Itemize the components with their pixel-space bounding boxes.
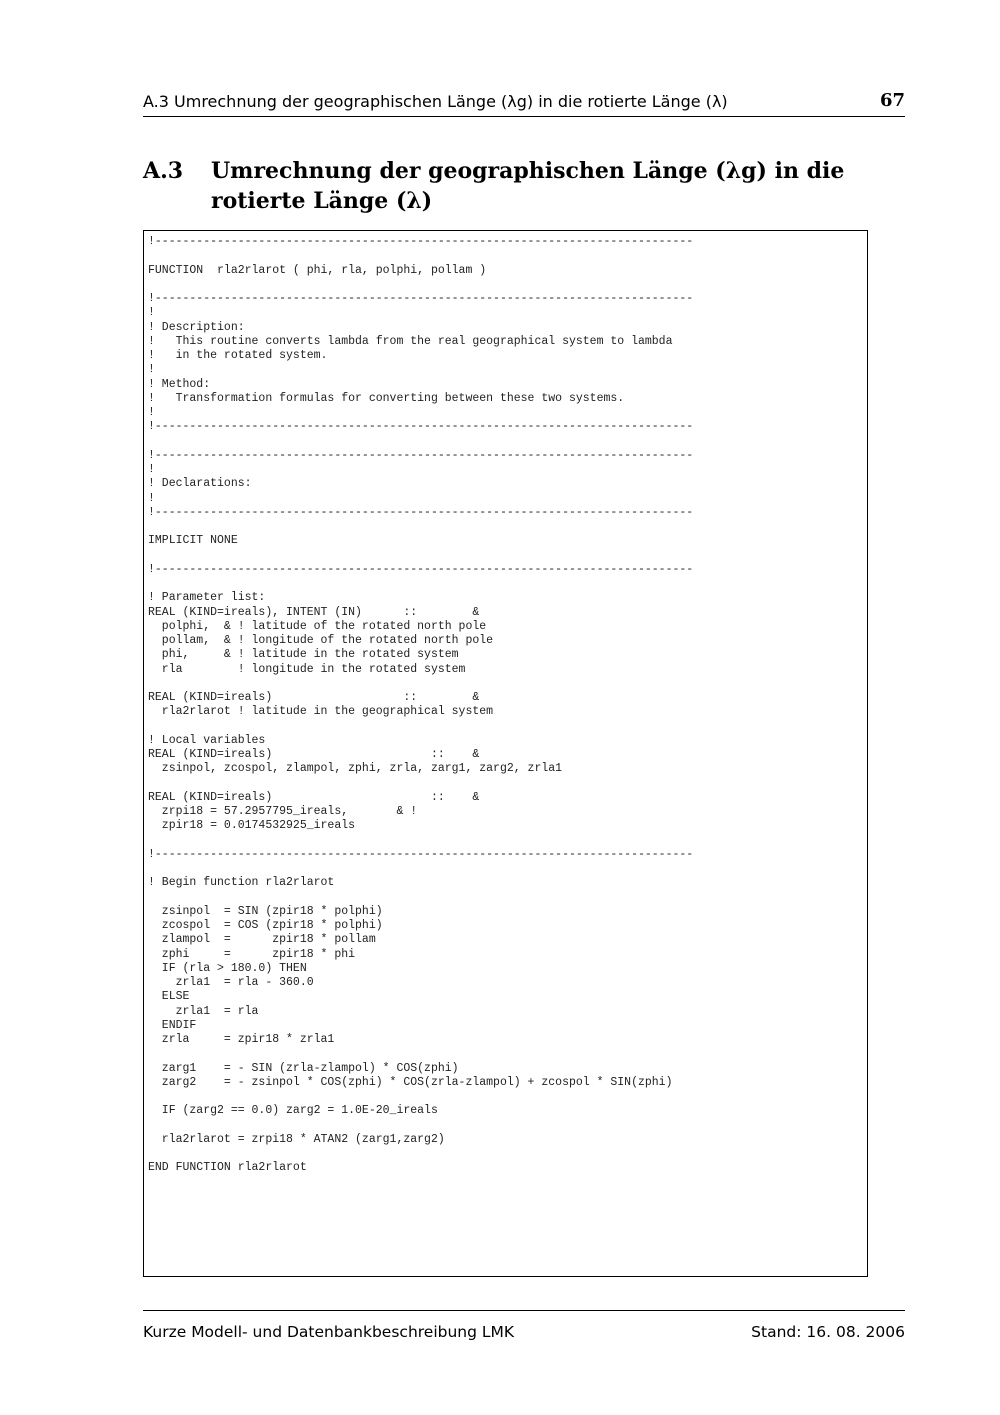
running-header xyxy=(143,90,905,117)
code-listing-box xyxy=(143,230,868,1277)
section-title: Umrechnung der geographischen Länge (λg) in die rotierte Länge (λ) xyxy=(211,158,845,214)
page-number: 67 xyxy=(879,90,905,111)
footer-document-title: Kurze Modell- und Datenbankbeschreibung LMK xyxy=(143,1323,515,1341)
footer-date: Stand: 16. 08. 2006 xyxy=(751,1323,905,1341)
running-title: A.3 Umrechnung der geographischen Länge (λg) in die rotierte Länge (λ) xyxy=(143,92,728,111)
page-footer xyxy=(143,1310,905,1347)
code-listing: !------------------------------------------------------------------------------ FUNCTION rla2rlarot ( phi, rla, polphi, pollam ) !------------------------------------------------------------------------------ ! ! Description: ! This routine converts lambda from the real geographical system to lambda ! in the rotated system. ! ! Method: ! Transformation formulas for converting between these two systems. ! !------------------------------------------------------------------------------ !------------------------------------------------------------------------------ ! ! Declarations: ! !------------------------------------------------------------------------------ IMPLICIT NONE !------------------------------------------------------------------------------ ! Parameter list: REAL (KIND=ireals), INTENT (IN) :: & polphi, & ! latitude of the rotated north pole pollam, & ! longitude of the rotated north pole phi, & ! latitude in the rotated system rla ! longitude in the rotated system REAL (KIND=ireals) :: & rla2rlarot ! latitude in the geographical system ! Local variables REAL (KIND=ireals) :: & zsinpol, zcospol, zlampol, zphi, zrla, zarg1, zarg2, zrla1 REAL (KIND=ireals) :: & zrpi18 = 57.2957795_ireals, & ! zpir18 = 0.0174532925_ireals !------------------------------------------------------------------------------ ! Begin function rla2rlarot zsinpol = SIN (zpir18 * polphi) zcospol = COS (zpir18 * polphi) zlampol = zpir18 * pollam zphi = zpir18 * phi IF (rla > 180.0) THEN zrla1 = rla - 360.0 ELSE zrla1 = rla ENDIF zrla = zpir18 * zrla1 zarg1 = - SIN (zrla-zlampol) * COS(zphi) zarg2 = - zsinpol * COS(zphi) * COS(zrla-zlampol) + zcospol * SIN(zphi) IF (zarg2 == 0.0) zarg2 = 1.0E-20_ireals rla2rlarot = zrpi18 * ATAN2 (zarg1,zarg2) END FUNCTION rla2rlarot xyxy=(148,235,694,1175)
section-number: A.3 xyxy=(143,158,184,184)
